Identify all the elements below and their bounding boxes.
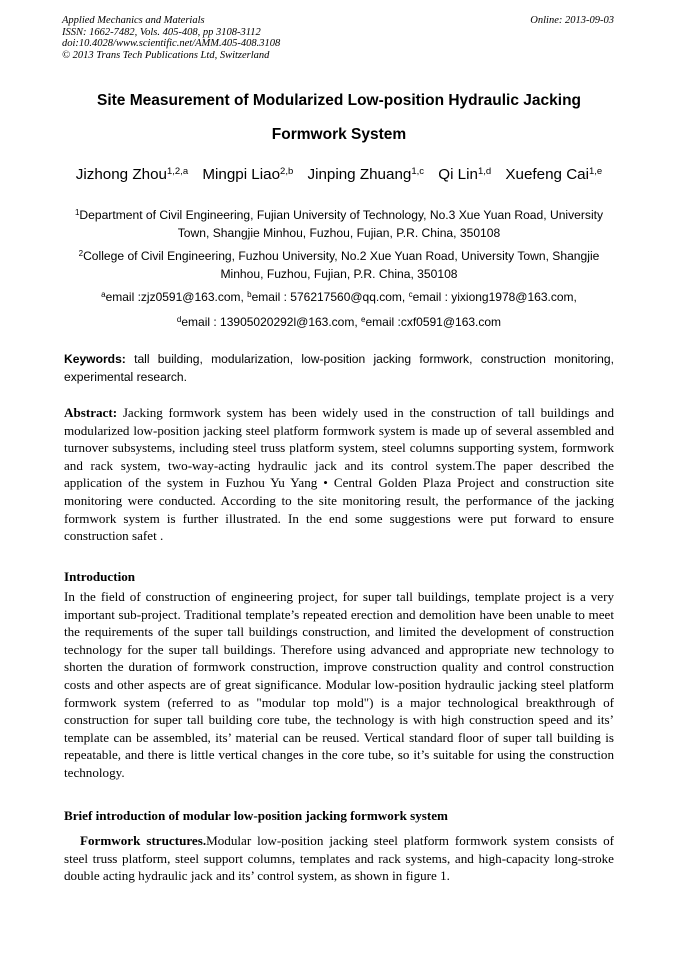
abstract-section bbox=[64, 404, 614, 545]
author: Jizhong Zhou$^{1,2,a}$ bbox=[75, 166, 189, 183]
affiliation-1: $^1$Department of Civil Engineering, Fujian University of Technology, No.3 Xue Yuan Road, University Town, Shangjie Minhou, Fuzhou, Fujian, P.R. China, 350108 bbox=[74, 208, 604, 240]
author-list bbox=[20, 166, 658, 183]
journal-name: Applied Mechanics and Materials bbox=[62, 15, 205, 26]
formwork-structures-label: Formwork structures. bbox=[80, 833, 207, 848]
email-line-1: $^a$email :zjz0591@163.com, $^b$email : 576217560@qq.com, $^c$email : yixiong1978@163.com, bbox=[101, 290, 577, 304]
keywords-label: Keywords: bbox=[64, 352, 126, 366]
author: Jinping Zhuang$^{1,c}$ bbox=[307, 166, 425, 183]
email-address: email : 13905020292l@163.com, bbox=[181, 315, 362, 329]
brief-section-heading: Brief introduction of modular low-position jacking formwork system bbox=[64, 808, 448, 823]
issn-line: ISSN: 1662-7482, Vols. 405-408, pp 3108-3112 bbox=[62, 26, 261, 38]
copyright-line: © 2013 Trans Tech Publications Ltd, Switzerland bbox=[62, 49, 270, 61]
keywords-section bbox=[64, 350, 614, 386]
abstract-label: Abstract: bbox=[64, 405, 118, 420]
author: Xuefeng Cai$^{1,e}$ bbox=[505, 166, 603, 183]
online-date: Online: 2013-09-03 bbox=[530, 15, 614, 26]
keywords-text: tall building, modularization, low-position jacking formwork, construction monitoring, experimental research. bbox=[64, 352, 614, 384]
doi-line: doi:10.4028/www.scientific.net/AMM.405-408.3108 bbox=[62, 38, 281, 49]
author-superscript: 1,d bbox=[477, 166, 492, 177]
paper-title-line-2: Formwork System bbox=[271, 126, 407, 143]
abstract-text: Jacking formwork system has been widely used in the construction of tall buildings and modularized low-position jacking steel platform formwork system is made up of several assembled and turnover subsystems, including steel truss platform system, steel columns supporting system, formwork and rack system, two-way-acting hydraulic jack and its control system.The paper described the application of the system in Fuzhou Yu Yang • Central Golden Plaza Project and construction site monitoring were conducted. According to the site monitoring result, the performance of the jacking formwork system is further illustrated. In the end some suggestions were put forward to ensure construction safet . bbox=[64, 405, 614, 544]
email-line-2: $^d$email : 13905020292l@163.com, $^e$email :cxf0591@163.com bbox=[176, 315, 502, 329]
email-address: email : yixiong1978@163.com, bbox=[412, 290, 577, 304]
affiliation-2: $^2$College of Civil Engineering, Fuzhou University, No.2 Xue Yuan Road, University Town, Shangjie Minhou, Fuzhou, Fujian, P.R. China, 350108 bbox=[78, 249, 600, 281]
author: Qi Lin$^{1,d}$ bbox=[438, 166, 492, 183]
author-superscript: 1,2,a bbox=[166, 166, 189, 177]
introduction-heading: Introduction bbox=[64, 569, 136, 584]
paper-title-line-1: Site Measurement of Modularized Low-position Hydraulic Jacking bbox=[96, 92, 582, 109]
author: Mingpi Liao$^{2,b}$ bbox=[202, 166, 294, 183]
brief-section-text bbox=[64, 832, 614, 885]
introduction-text: In the field of construction of engineering project, for super tall buildings, template project is a very important sub-project. Traditional template’s repeated erection and demolition have been unable to meet the requirements of the super tall buildings construction, and limited the development of construction technology for the super tall buildings. Therefore using advanced and appropriate new technology to shorten the duration of formwork construction, improve construction quality and control construction costs and other aspects are of great significance. Modular low-position hydraulic jacking steel platform formwork system (referred to as "modular top mold") is a major technological breakthrough of construction for super tall building core tube, the technology is with high construction speed and its’ template can be assembled, its’ material can be reused. Vertical standard floor of super tall building is repeatable, and there is little vertical changes in the core tube, so it’s suitable for using the construction technology. bbox=[64, 589, 614, 780]
formwork-structures-text: Modular low-position jacking steel platform formwork system consists of steel truss platform, steel support columns, templates and rack systems, and high-capacity long-stroke double acting hydraulic jack and its’ control system, as shown in figure 1. bbox=[64, 833, 614, 884]
author-superscript: 2,b bbox=[280, 166, 294, 177]
email-address: email :cxf0591@163.com bbox=[365, 315, 502, 329]
email-address: email :zjz0591@163.com, bbox=[105, 290, 248, 304]
email-address: email : 576217560@qq.com, bbox=[251, 290, 409, 304]
author-superscript: 1,c bbox=[411, 166, 425, 177]
journal-meta bbox=[62, 15, 280, 61]
author-superscript: 1,e bbox=[589, 166, 603, 177]
